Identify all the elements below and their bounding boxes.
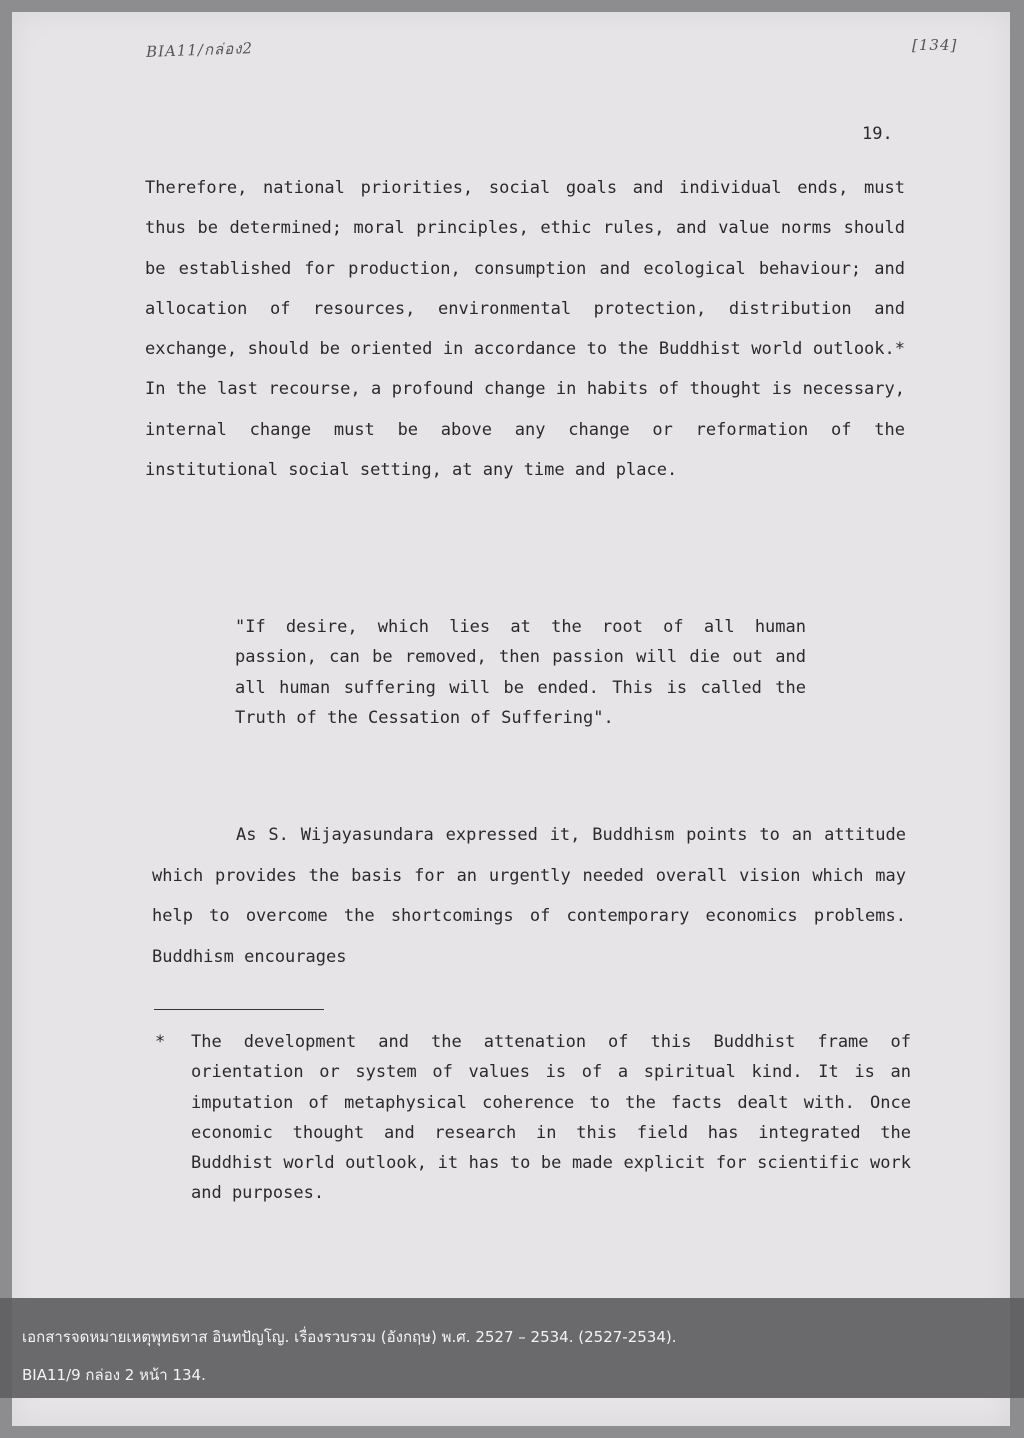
caption-reference: BIA11/9 กล่อง 2 หน้า 134. [22, 1366, 206, 1384]
body-paragraph-2-text: As S. Wijayasundara expressed it, Buddhism points to an attitude which provides the basis for an urgently needed overall vision which may help to overcome the shortcomings of contemporary economics problems. Buddhism encourages [152, 825, 906, 967]
body-paragraph-2 [152, 815, 906, 977]
footnote-text: The development and the attenation of this Buddhist frame of orientation or system of values is of a spiritual kind. It is an imputation of metaphysical coherence to the facts dealt with. Once economic thought and research in this field has integrated the Buddhist world outlook, it has to be made explicit for scientific work and purposes. [191, 1032, 911, 1204]
handwritten-page-reference: [134] [912, 36, 958, 54]
body-paragraph-1: Therefore, national priorities, social goals and individual ends, must thus be determined; moral principles, ethic rules, and value norms should be established for production, consumption and ecological behaviour; and allocation of resources, environmental protection, distribution and exchange, should be oriented in accordance to the Buddhist world outlook.* In the last recourse, a profound change in habits of thought is necessary, internal change must be above any change or reformation of the institutional social setting, at any time and place. [145, 178, 905, 481]
caption-title: เอกสารจดหมายเหตุพุทธทาส อินทปัญโญ. เรื่องรวบรวม (อังกฤษ) พ.ศ. 2527 – 2534. (2527-2534). [22, 1328, 677, 1346]
footnote [155, 1027, 911, 1209]
block-quote: "If desire, which lies at the root of all human passion, can be removed, then passion will die out and all human suffering will be ended. This is called the Truth of the Cessation of Suffering". [235, 617, 806, 728]
footnote-marker: * [155, 1032, 166, 1052]
page-number: 19. [862, 124, 893, 144]
handwritten-file-reference: BIA11/กล่อง2 [145, 39, 254, 61]
footnote-separator [154, 1009, 324, 1010]
